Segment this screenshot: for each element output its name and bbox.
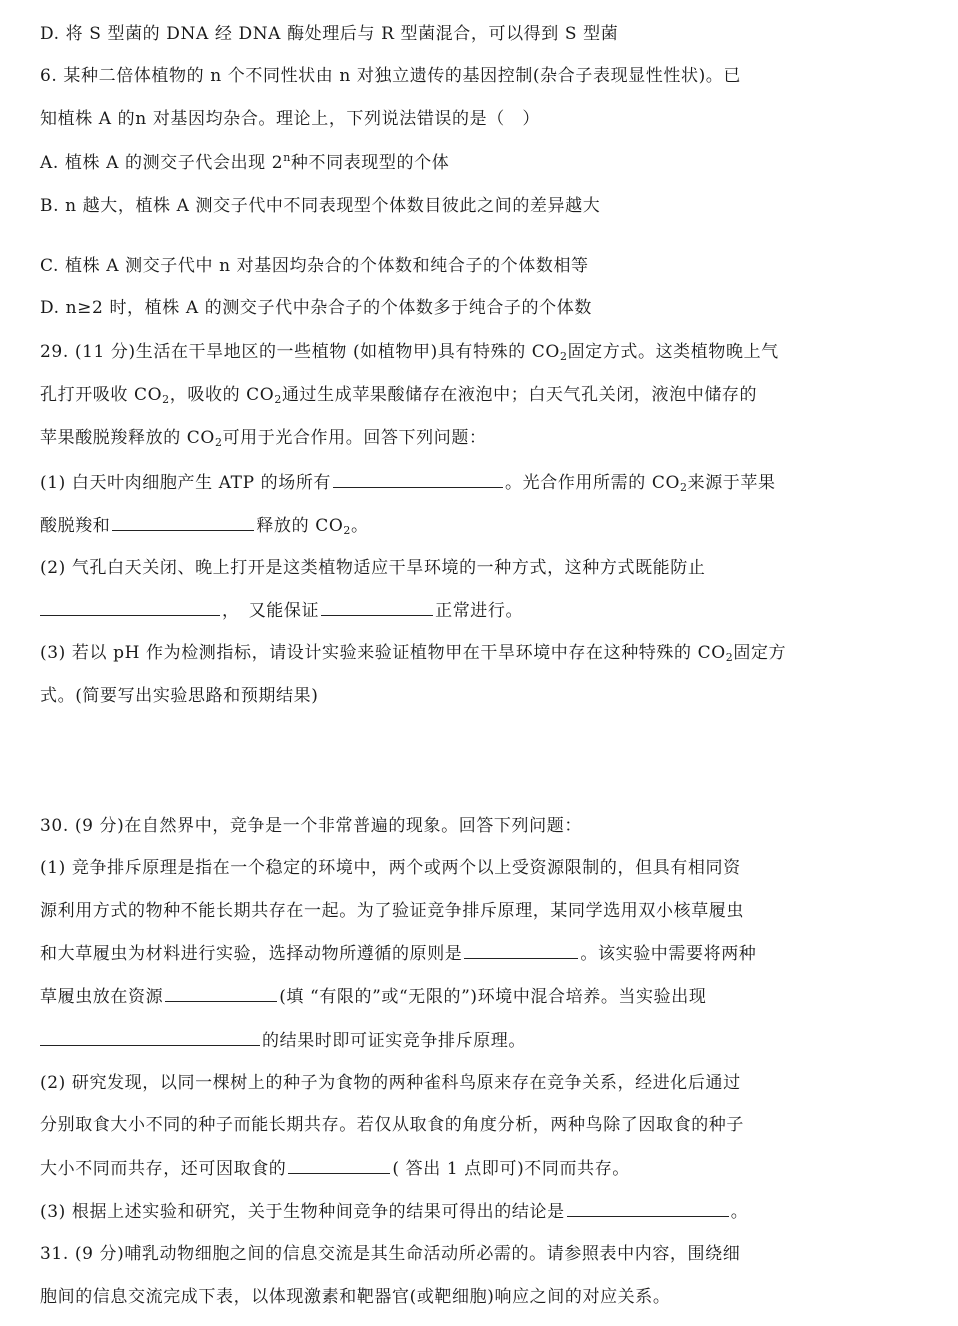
q30-part-2-line-2 <box>40 1113 920 1137</box>
q30-part-3 <box>40 1199 920 1224</box>
q29-part-1-text-b: 。光合作用所需的 CO <box>505 473 680 493</box>
q29-stem-text-2c: 通过生成苹果酸储存在液泡中；白天气孔关闭，液泡中储存的 <box>281 385 758 405</box>
q6-option-a-text-end: 种不同表现型的个体 <box>290 153 450 173</box>
q29-part-1-text-a: (1) 白天叶肉细胞产生 ATP 的场所有 <box>40 473 332 493</box>
answer-blank[interactable] <box>321 598 433 616</box>
answer-blank[interactable] <box>333 470 503 488</box>
q30-part-1-text-a: (1) 竞争排斥原理是指在一个稳定的环境中，两个或两个以上受资源限制的，但具有相同资 <box>40 858 741 878</box>
q30-part-1-line-4 <box>40 984 920 1009</box>
q6-stem-line-2 <box>40 107 920 131</box>
q30-part-2-text-b: 分别取食大小不同的种子而能长期共存。若仅从取食的角度分析，两种鸟除了因取食的种子 <box>40 1115 744 1135</box>
q31-stem-line-1 <box>40 1242 920 1266</box>
q31-stem-line-2 <box>40 1285 920 1309</box>
q29-part-3-text-b: 式。(简要写出实验思路和预期结果) <box>40 686 319 706</box>
co2-subscript: 2 <box>214 436 223 449</box>
q6-option-b <box>40 194 920 218</box>
q29-part-2-text-a: (2) 气孔白天关闭、晚上打开是这类植物适应干旱环境的一种方式，这种方式既能防止 <box>40 558 706 578</box>
q29-stem-line-2 <box>40 383 920 407</box>
q30-part-3-text-b: 。 <box>730 1202 749 1222</box>
q30-part-2-line-1 <box>40 1071 920 1095</box>
q29-part-1-text-d: 酸脱羧和 <box>40 516 111 536</box>
q6-option-a-exponent: n <box>283 151 291 164</box>
q6-option-c-text: C. 植株 A 测交子代中 n 对基因均杂合的个体数和纯合子的个体数相等 <box>40 256 589 276</box>
q5-option-d-text: D. 将 S 型菌的 DNA 经 DNA 酶处理后与 R 型菌混合，可以得到 S 型菌 <box>40 24 619 44</box>
q29-stem-text-3: 苹果酸脱羧释放的 CO <box>40 428 215 448</box>
q29-stem-line-1 <box>40 340 920 364</box>
q29-stem-text-2a: 孔打开吸收 CO <box>40 385 163 405</box>
q29-stem-text-2b: ，吸收的 CO <box>169 385 275 405</box>
q29-stem-text-3-end: 可用于光合作用。回答下列问题： <box>222 428 487 448</box>
answer-blank[interactable] <box>464 941 578 959</box>
co2-subscript: 2 <box>725 651 734 664</box>
q29-part-1-text-e: 释放的 CO <box>256 516 344 536</box>
co2-subscript: 2 <box>559 350 568 363</box>
co2-subscript: 2 <box>274 393 282 406</box>
q6-option-d <box>40 296 920 320</box>
q31-stem-text-1: 31. (9 分)哺乳动物细胞之间的信息交流是其生命活动所必需的。请参照表中内容，围绕细 <box>40 1244 741 1264</box>
answer-blank[interactable] <box>40 1028 260 1046</box>
q6-option-b-text: B. n 越大，植株 A 测交子代中不同表现型个体数目彼此之间的差异越大 <box>40 196 601 216</box>
q29-part-2-line-2 <box>40 598 920 623</box>
answer-blank[interactable] <box>567 1199 729 1217</box>
q30-part-2-text-c2: ( 答出 1 点即可)不同而共存。 <box>392 1159 630 1179</box>
q29-stem-text-1-end: 固定方式。这类植物晚上气 <box>567 342 779 362</box>
answer-blank[interactable] <box>288 1156 390 1174</box>
answer-blank[interactable] <box>165 984 277 1002</box>
q30-stem <box>40 814 920 838</box>
q29-part-2-text-b: ， 又能保证 <box>222 601 320 621</box>
q29-part-1-text-f: 。 <box>350 516 369 536</box>
q29-part-3-text-a-end: 固定方 <box>733 643 787 663</box>
q30-part-3-text-a: (3) 根据上述实验和研究，关于生物种间竞争的结果可得出的结论是 <box>40 1202 565 1222</box>
co2-subscript: 2 <box>343 524 351 537</box>
q29-part-3-text-a: (3) 若以 pH 作为检测指标，请设计实验来验证植物甲在干旱环境中存在这种特殊的 CO <box>40 643 726 663</box>
q29-part-2-line-1 <box>40 556 920 580</box>
q30-part-1-text-d2: (填 “有限的”或“无限的”)环境中混合培养。当实验出现 <box>279 987 707 1007</box>
q6-stem-text-2: 知植株 A 的n 对基因均杂合。理论上，下列说法错误的是（ ） <box>40 109 541 129</box>
co2-subscript: 2 <box>162 393 170 406</box>
q29-part-3-line-1 <box>40 641 920 665</box>
q6-stem-line-1 <box>40 64 920 88</box>
q6-stem-text-1: 6. 某种二倍体植物的 n 个不同性状由 n 对独立遗传的基因控制(杂合子表现显性性状)。已 <box>40 66 741 86</box>
q31-stem-text-2: 胞间的信息交流完成下表，以体现激素和靶器官(或靶细胞)响应之间的对应关系。 <box>40 1287 671 1307</box>
q30-part-1-line-1 <box>40 856 920 880</box>
q30-part-2-text-a: (2) 研究发现，以同一棵树上的种子为食物的两种雀科鸟原来存在竞争关系，经进化后通过 <box>40 1073 741 1093</box>
q30-part-1-text-d1: 草履虫放在资源 <box>40 987 164 1007</box>
q6-option-a <box>40 151 920 175</box>
q29-stem-text-1: 29. (11 分)生活在干旱地区的一些植物 (如植物甲)具有特殊的 CO <box>40 342 560 362</box>
q30-part-1-text-b: 源利用方式的物种不能长期共存在一起。为了验证竞争排斥原理，某同学选用双小核草履虫 <box>40 901 744 921</box>
q30-part-1-line-2 <box>40 899 920 923</box>
q30-stem-text: 30. (9 分)在自然界中，竞争是一个非常普遍的现象。回答下列问题： <box>40 816 582 836</box>
q6-option-d-text: D. n≥2 时，植株 A 的测交子代中杂合子的个体数多于纯合子的个体数 <box>40 298 592 318</box>
q30-part-1-text-c2: 。该实验中需要将两种 <box>580 944 757 964</box>
q30-part-1-text-c1: 和大草履虫为材料进行实验，选择动物所遵循的原则是 <box>40 944 463 964</box>
answer-blank[interactable] <box>40 598 220 616</box>
q5-option-d <box>40 22 920 46</box>
q6-option-a-text: A. 植株 A 的测交子代会出现 2 <box>40 153 284 173</box>
q30-part-1-line-3 <box>40 941 920 966</box>
q29-part-3-line-2 <box>40 684 920 708</box>
q29-part-1-line-2 <box>40 513 920 538</box>
q29-part-2-text-c: 正常进行。 <box>435 601 524 621</box>
co2-subscript: 2 <box>679 481 688 494</box>
q30-part-2-text-c1: 大小不同而共存，还可因取食的 <box>40 1159 287 1179</box>
q30-part-1-text-e: 的结果时即可证实竞争排斥原理。 <box>262 1031 526 1051</box>
q29-part-1-text-c: 来源于苹果 <box>687 473 776 493</box>
q6-option-c <box>40 254 920 278</box>
q30-part-1-line-5 <box>40 1028 920 1053</box>
q29-stem-line-3 <box>40 426 920 450</box>
q30-part-2-line-3 <box>40 1156 920 1181</box>
answer-blank[interactable] <box>112 513 254 531</box>
q29-part-1-line-1 <box>40 470 920 495</box>
